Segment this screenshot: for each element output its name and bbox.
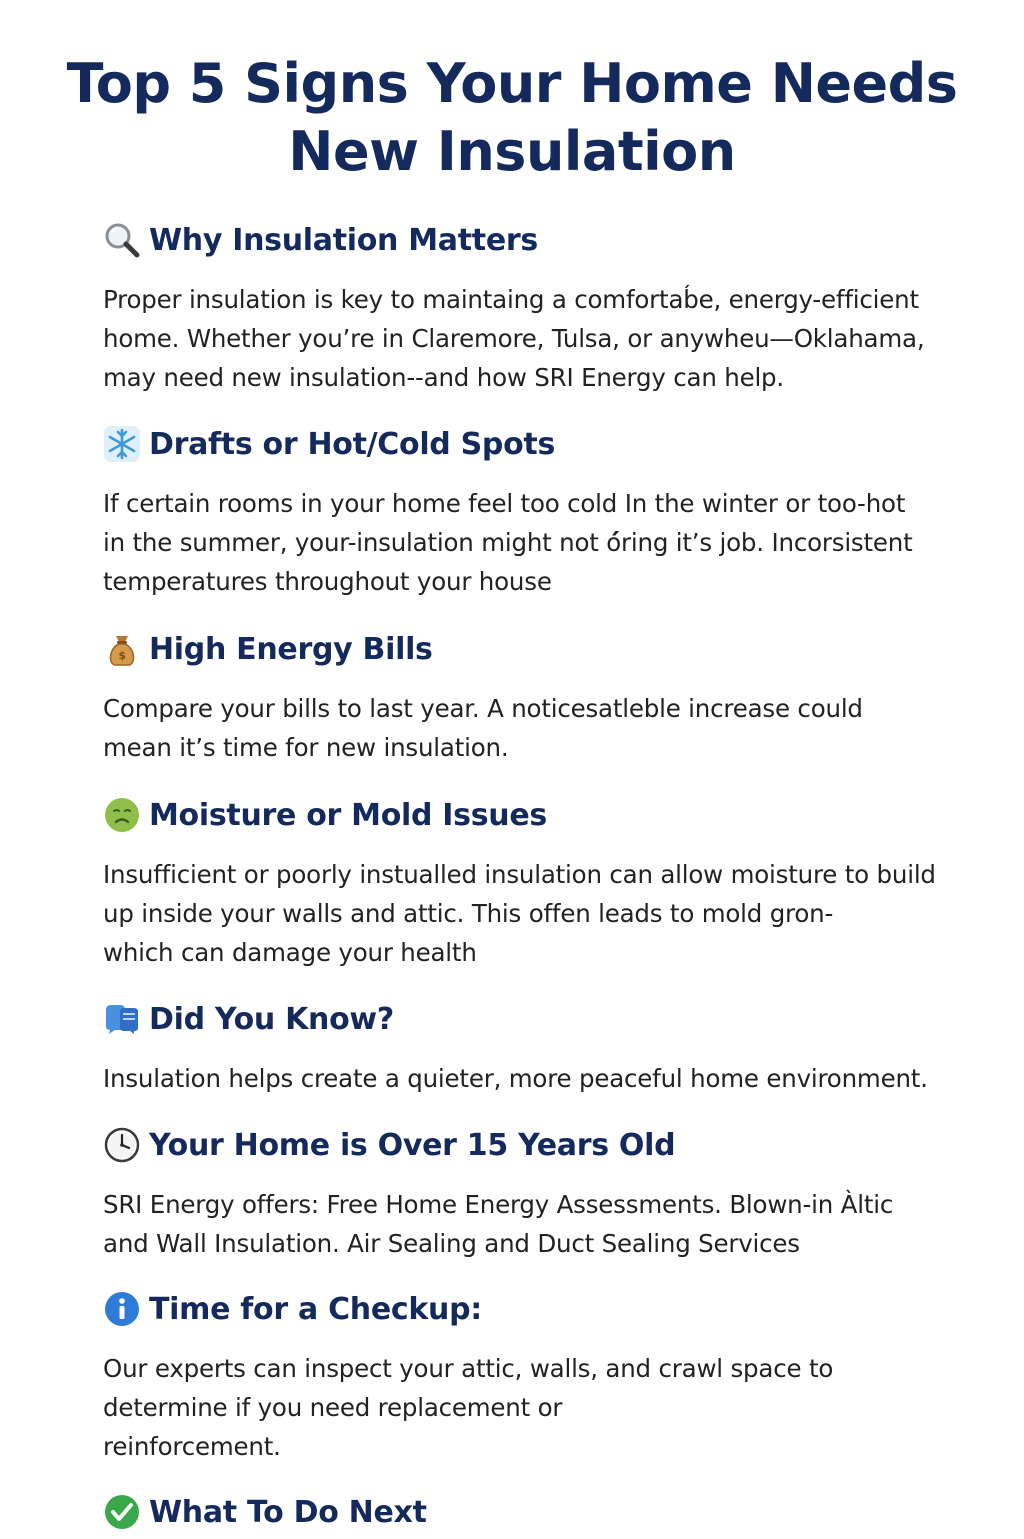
body-line: up inside your walls and attic. This offen leads to mold gron- bbox=[103, 899, 834, 928]
check-mark-icon bbox=[103, 1493, 141, 1531]
speech-bubbles-icon bbox=[103, 1000, 141, 1038]
section-body bbox=[103, 1185, 973, 1263]
section-heading bbox=[103, 422, 973, 466]
section-heading bbox=[103, 793, 973, 837]
body-line: home. Whether you’re in Claremore, Tulsa, or anywheu—Oklahama, bbox=[103, 324, 925, 353]
section-what-to-do-next bbox=[103, 1490, 973, 1534]
section-why-insulation-matters bbox=[103, 218, 973, 397]
body-line: in the summer, your-insulation might not ó́ring it’s job. Incorsistent bbox=[103, 528, 913, 557]
section-high-energy-bills bbox=[103, 627, 973, 767]
body-line: Insufficient or poorly instualled insulation can allow moisture to build bbox=[103, 860, 936, 889]
page-title-line-1: Top 5 Signs Your Home Needs bbox=[66, 52, 958, 115]
section-heading bbox=[103, 1287, 973, 1331]
section-heading bbox=[103, 1490, 973, 1534]
section-body bbox=[103, 280, 973, 397]
section-body bbox=[103, 1059, 973, 1098]
section-body bbox=[103, 855, 973, 972]
section-body bbox=[103, 689, 973, 767]
info-icon bbox=[103, 1290, 141, 1328]
body-line: may need new insulation--and how SRI Energy can help. bbox=[103, 363, 784, 392]
section-heading-text: High Energy Bills bbox=[149, 631, 433, 667]
section-heading bbox=[103, 627, 973, 671]
body-line: mean it’s time for new insulation. bbox=[103, 733, 509, 762]
body-line: reinforcement. bbox=[103, 1432, 281, 1461]
snowflake-icon bbox=[103, 425, 141, 463]
body-line: determine if you need replacement or bbox=[103, 1393, 563, 1422]
section-moisture-mold bbox=[103, 793, 973, 972]
body-line: SRI Energy offers: Free Home Energy Assessments. Blown-in Àltic bbox=[103, 1190, 894, 1219]
body-line: Proper insulation is key to maintaing a comfortab́e, energy-efficient bbox=[103, 285, 919, 314]
sick-face-icon bbox=[103, 796, 141, 834]
body-line: and Wall Insulation. Air Sealing and Duct Sealing Services bbox=[103, 1229, 800, 1258]
body-line: Compare your bills to last year. A noticesatleble increase could bbox=[103, 694, 863, 723]
body-line: temperatures throughout your house bbox=[103, 567, 552, 596]
section-heading-text: Why Insulation Matters bbox=[149, 222, 538, 258]
section-body bbox=[103, 484, 973, 601]
body-line: which can damage your health bbox=[103, 938, 477, 967]
page-title bbox=[60, 50, 964, 186]
section-body bbox=[103, 1349, 973, 1466]
section-heading-text: Your Home is Over 15 Years Old bbox=[149, 1127, 676, 1163]
section-did-you-know bbox=[103, 997, 973, 1098]
page-title-line-2: New Insulation bbox=[288, 120, 736, 183]
money-bag-icon bbox=[103, 630, 141, 668]
section-heading bbox=[103, 997, 973, 1041]
section-heading-text: Moisture or Mold Issues bbox=[149, 797, 547, 833]
section-heading-text: Drafts or Hot/Cold Spots bbox=[149, 426, 556, 462]
section-drafts bbox=[103, 422, 973, 601]
section-home-over-15-years bbox=[103, 1123, 973, 1263]
body-line: Our experts can inspect your attic, walls, and crawl space to bbox=[103, 1354, 834, 1383]
section-heading-text: What To Do Next bbox=[149, 1494, 427, 1530]
body-line: Insulation helps create a quieter, more peaceful home environment. bbox=[103, 1064, 928, 1093]
body-line: If certain rooms in your home feel too cold In the winter or too-hot bbox=[103, 489, 906, 518]
section-heading bbox=[103, 218, 973, 262]
section-heading-text: Did You Know? bbox=[149, 1001, 394, 1037]
section-heading-text: Time for a Checkup: bbox=[149, 1291, 482, 1327]
clock-icon bbox=[103, 1126, 141, 1164]
section-heading bbox=[103, 1123, 973, 1167]
magnifying-glass-icon bbox=[103, 221, 141, 259]
svg-text:$: $ bbox=[118, 649, 126, 662]
section-time-for-checkup bbox=[103, 1287, 973, 1466]
